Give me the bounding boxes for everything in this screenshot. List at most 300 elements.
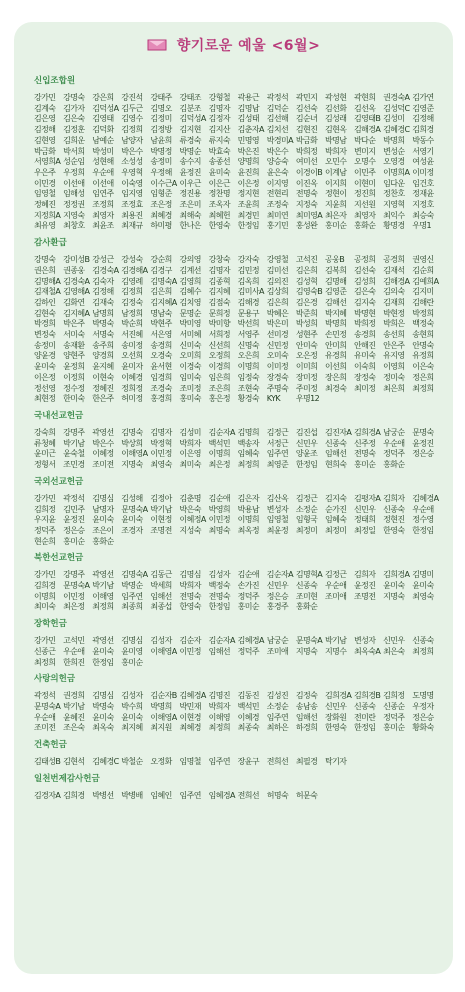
donor-name: 김혜경C	[92, 757, 119, 767]
donor-name: 장미정	[295, 372, 318, 382]
donor-name: 박희자	[208, 701, 230, 711]
donor-name: 최미영A	[295, 210, 323, 220]
donor-name: 신종숙	[383, 504, 405, 514]
donor-name: 김의진	[266, 276, 289, 286]
name-list	[34, 757, 442, 768]
donor-name: 박명정	[150, 146, 172, 156]
donor-name: 탁기자	[324, 757, 347, 767]
donor-name: 강명주	[63, 427, 85, 437]
donor-name: 이명희	[237, 515, 260, 525]
donor-name: 박수희	[121, 701, 143, 711]
donor-name: 김혜수	[179, 287, 201, 297]
donor-name: 김영숙B	[295, 287, 323, 297]
donor-name: 김덕순	[266, 103, 289, 113]
donor-name: 고석진	[295, 255, 318, 265]
donor-name: 이정희	[63, 372, 85, 382]
donor-name: 조정희	[92, 200, 114, 210]
donor-name: 우순애	[383, 438, 405, 448]
donor-name: 윤숙철	[63, 449, 85, 459]
donor-name: 전명숙	[179, 591, 201, 601]
donor-name: 김정방	[150, 125, 172, 135]
donor-name: 한정임	[92, 657, 114, 667]
donor-name: 양명희	[237, 157, 260, 167]
donor-name: 임주연	[179, 790, 201, 800]
donor-name: 최은희	[383, 383, 405, 393]
donor-name: 남궁순	[383, 427, 405, 437]
donor-name: 안명숙	[412, 340, 434, 350]
donor-name: 전명숙	[354, 449, 376, 459]
donor-name: 박은진	[237, 146, 260, 156]
donor-name: 송정미	[150, 157, 172, 167]
donor-name: 홍미순	[237, 602, 260, 612]
donor-name: 박명숙	[92, 701, 114, 711]
donor-name: 서은영	[150, 330, 172, 340]
donor-name: 박동수	[412, 135, 434, 145]
donor-name: 오은희	[237, 351, 260, 361]
donor-name: 권영신	[412, 255, 434, 265]
donor-name: 송선희	[383, 330, 405, 340]
donor-name: 정진용	[179, 189, 201, 199]
donor-name: 임연주	[92, 189, 114, 199]
donor-name: 최윤조	[92, 221, 114, 231]
donor-name: 양윤조	[295, 449, 318, 459]
donor-name: 김성자	[208, 570, 230, 580]
donor-name: 김지미	[412, 287, 434, 297]
donor-name: 김의숙	[383, 287, 405, 297]
donor-name: 정덕주	[237, 646, 260, 656]
donor-name: 현순희	[34, 536, 56, 546]
donor-name: 김지현	[179, 125, 201, 135]
donor-name: 양경희	[92, 351, 114, 361]
donor-name: 홍미순	[354, 460, 376, 470]
donor-name: 문명숙A	[295, 636, 323, 646]
donor-name: 오미숙	[266, 351, 289, 361]
donor-name: 윤미숙	[34, 362, 56, 372]
donor-name: 강명주	[63, 570, 85, 580]
donor-name: 이혜경	[237, 712, 260, 722]
donor-name: 임해성	[63, 189, 85, 199]
donor-name: 최정희	[208, 723, 230, 733]
donor-name: 변성순	[383, 146, 405, 156]
donor-name: 홍경희	[150, 394, 172, 404]
donor-name: 최혜경	[179, 723, 201, 733]
donor-name: 김명희	[237, 427, 260, 437]
donor-name: 박경미A	[266, 135, 294, 145]
offering-section	[34, 475, 442, 548]
donor-name: 오정희	[208, 351, 230, 361]
donor-name: 임해선	[295, 712, 318, 722]
section-title: 사랑의헌금	[34, 674, 76, 685]
donor-name: 김선옥	[354, 103, 376, 113]
donor-name: 최해숙	[179, 210, 201, 220]
donor-name: 김희경A	[354, 427, 381, 437]
donor-name: 김산옥	[266, 493, 289, 503]
donor-name: 김희정	[383, 691, 405, 701]
donor-name: 오정화	[150, 757, 172, 767]
donor-name: 한영숙	[179, 602, 201, 612]
donor-name: 정지현	[237, 189, 260, 199]
donor-name: 김예희A	[412, 276, 439, 286]
donor-name: 강가민	[34, 493, 56, 503]
donor-name: 정진희	[354, 189, 376, 199]
donor-name: 김성덕C	[383, 103, 410, 113]
donor-name: 류지숙	[208, 135, 230, 145]
donor-name: 정덕주	[34, 525, 56, 535]
donor-name: 강명숙	[34, 255, 56, 265]
donor-name: 최종숙	[237, 723, 260, 733]
donor-name: 최은자	[324, 210, 347, 220]
donor-name: 윤미숙	[121, 515, 143, 525]
donor-name: 박희자	[324, 146, 347, 156]
donor-name: 지영숙	[63, 210, 85, 220]
donor-name: 윤정희	[63, 362, 85, 372]
offering-section	[34, 617, 442, 668]
donor-name: 강영철	[266, 255, 289, 265]
donor-name: 이경숙	[179, 362, 201, 372]
donor-name: 황명경	[383, 221, 405, 231]
donor-name: 조옥자	[208, 200, 230, 210]
donor-name: 김희경	[412, 125, 434, 135]
donor-name: 강형철	[208, 93, 230, 102]
donor-name: 윤혜진	[63, 712, 85, 722]
donor-name: 우순애	[63, 646, 85, 656]
donor-name: 박금화	[34, 146, 56, 156]
donor-name: 윤미근	[34, 449, 56, 459]
donor-name: 권은희	[34, 265, 56, 275]
donor-name: 최하은	[266, 723, 289, 733]
donor-name: 최영자	[354, 210, 376, 220]
donor-name: 최경민	[237, 210, 260, 220]
donor-name: 최미숙	[34, 602, 56, 612]
donor-name: 장경숙	[266, 372, 289, 382]
donor-name: 최지원	[150, 723, 172, 733]
donor-name: 신민우	[266, 581, 289, 591]
section-title: 국외선교헌금	[34, 476, 84, 487]
donor-name: 김영태B	[354, 114, 381, 124]
donor-name: 홍기민	[266, 221, 289, 231]
donor-name: 이경희	[208, 362, 230, 372]
donor-name: 현희숙	[324, 460, 347, 470]
donor-name: 서정근	[266, 438, 289, 448]
donor-name: 김은영	[34, 114, 56, 124]
donor-name: 송재환	[63, 340, 85, 350]
donor-name: 이민정	[63, 591, 85, 601]
donor-name: 김미선	[266, 265, 289, 275]
donor-name: 우순애	[34, 712, 56, 722]
donor-name: 윤지혜	[92, 362, 114, 372]
section-title: 신입조합원	[34, 76, 76, 86]
donor-name: 소정순	[295, 504, 318, 514]
donor-name: 김정희	[121, 125, 143, 135]
donor-name: 박정혁	[150, 438, 172, 448]
donor-name: 임건호	[412, 178, 434, 188]
donor-name: 홍화순	[383, 460, 405, 470]
donor-name: 김희자	[354, 570, 376, 580]
donor-name: 하미평	[150, 221, 172, 231]
donor-name: 이지희	[324, 178, 347, 188]
donor-name: 이미희	[295, 362, 318, 372]
donor-name: 김명해	[324, 276, 347, 286]
donor-name: 윤진희	[237, 167, 260, 177]
donor-name: 박준희	[295, 308, 318, 318]
donor-name: 김덕성A	[179, 114, 206, 124]
donor-name: 임해선	[208, 646, 230, 656]
donor-name: 윤정진	[63, 515, 85, 525]
donor-name: 고석민	[63, 636, 85, 646]
donor-name: 정은승	[412, 449, 434, 459]
donor-name: 박은수	[121, 146, 143, 156]
donor-name: 정찬명	[208, 189, 230, 199]
donor-name: 김성자	[121, 691, 143, 701]
donor-name: 여성윤	[412, 157, 434, 167]
donor-name: 홍성완	[295, 221, 318, 231]
donor-name: 김점숙	[208, 297, 230, 307]
donor-name: 손가진	[237, 581, 260, 591]
donor-name: 조은숙	[63, 723, 85, 733]
donor-name: 이민정	[150, 449, 172, 459]
donor-name: 송남송	[295, 701, 318, 711]
donor-name: 김명심	[92, 691, 114, 701]
donor-name: 김복희	[324, 265, 347, 275]
donor-name: 김순자A	[208, 636, 235, 646]
donor-name: 전미란	[354, 712, 376, 722]
donor-name: 김화연	[63, 297, 85, 307]
donor-name: 지명숙	[383, 591, 405, 601]
donor-name: 임해선	[150, 591, 172, 601]
donor-name: 윤미숙	[121, 712, 143, 722]
donor-name: 홍화순	[92, 536, 114, 546]
donor-name: 김명자	[208, 265, 230, 275]
donor-name: 최미숙	[179, 460, 201, 470]
donor-name: 윤미숙	[92, 646, 114, 656]
donor-name: 정찬호	[383, 189, 405, 199]
donor-name: 이숙영	[121, 178, 143, 188]
donor-name: 최승숙	[412, 210, 434, 220]
donor-name: 서영희A	[34, 157, 61, 167]
donor-name: 김순녀	[295, 114, 318, 124]
donor-name: 김순자	[179, 636, 201, 646]
page-title: 향기로운 예울 <6월>	[176, 38, 321, 54]
donor-name: 김은경	[295, 297, 318, 307]
donor-name: 최종섭	[150, 602, 172, 612]
donor-name: 권종웅	[63, 265, 85, 275]
donor-name: 서미혜	[179, 330, 201, 340]
donor-name: 신주정	[354, 438, 376, 448]
donor-name: 최창호	[63, 221, 85, 231]
donor-name: 김해경A	[354, 125, 381, 135]
donor-name: 최정미	[295, 525, 318, 535]
donor-name: 조윤희	[237, 200, 260, 210]
donor-name: 강미성B	[63, 255, 90, 265]
donor-name: 김정아	[150, 493, 172, 503]
donor-name: 김진섭	[295, 427, 318, 437]
donor-name: 김경숙A	[92, 265, 119, 275]
donor-name: 우명1	[412, 221, 431, 231]
donor-name: 공정희	[354, 255, 376, 265]
donor-name: 김종혁	[208, 276, 230, 286]
donor-name: 김영준	[412, 103, 434, 113]
donor-name: 임미숙	[179, 372, 201, 382]
donor-name: 오민수	[324, 157, 347, 167]
donor-name: 우영혁	[121, 167, 143, 177]
donor-name: 민명영	[237, 135, 260, 145]
donor-name: 여미선	[295, 157, 318, 167]
donor-name: 양윤경	[34, 351, 56, 361]
donor-name: 김정해	[92, 287, 114, 297]
donor-name: 이미정	[412, 167, 434, 177]
donor-name: 김성미	[383, 114, 405, 124]
donor-name: 박명희	[383, 135, 405, 145]
donor-name: 정덕주	[383, 449, 405, 459]
donor-name: 문용구	[237, 308, 260, 318]
donor-name: 지명숙	[121, 460, 143, 470]
donor-name: 김순희	[412, 265, 434, 275]
donor-name: 변성자	[354, 636, 376, 646]
donor-name: 김현옥	[324, 125, 347, 135]
donor-name: 김은희	[266, 297, 289, 307]
donor-name: 임경희	[150, 372, 172, 382]
donor-name: 성현주	[295, 330, 318, 340]
donor-name: 강가민	[34, 570, 56, 580]
donor-name: 이진옥	[295, 178, 318, 188]
donor-name: 임해선	[324, 449, 347, 459]
donor-name: 이선애	[63, 178, 85, 188]
donor-name: 박용남	[237, 504, 260, 514]
donor-name: 우정해	[150, 167, 172, 177]
donor-name: 곽영선	[92, 636, 114, 646]
donor-name: 백송자	[237, 438, 260, 448]
donor-name: 김희경B	[354, 691, 381, 701]
donor-name: 김영태	[92, 114, 114, 124]
donor-name: 임주연	[266, 449, 289, 459]
donor-name: 김은희	[295, 265, 318, 275]
donor-name: 김정근	[295, 493, 318, 503]
donor-name: 김재희	[383, 297, 405, 307]
donor-name: 김희경A	[324, 691, 352, 701]
donor-name: 정정권	[63, 200, 85, 210]
donor-name: 우명12	[295, 394, 320, 404]
donor-name: 문명숙	[412, 427, 434, 437]
donor-name: 강가민	[34, 636, 56, 646]
donor-name: 우정자	[412, 701, 434, 711]
donor-name: 임영철	[34, 189, 56, 199]
donor-name: 최지혜	[121, 723, 143, 733]
donor-name: 김지혜	[208, 287, 230, 297]
donor-name: 홍미순	[324, 221, 347, 231]
donor-name: 김경숙A	[63, 276, 90, 286]
donor-name: 정덕주	[383, 712, 405, 722]
donor-name: 이명희	[34, 591, 56, 601]
donor-name: 남명자	[92, 504, 114, 514]
donor-name: 박철순	[121, 757, 143, 767]
donor-name: 우순애	[92, 167, 114, 177]
donor-name: 박명희	[324, 319, 347, 329]
donor-name: 이해영A	[150, 646, 177, 656]
donor-name: 임은희	[208, 372, 230, 382]
donor-name: 박선희	[237, 319, 260, 329]
donor-name: 오경숙	[150, 351, 172, 361]
donor-name: 곽성현	[324, 93, 347, 102]
donor-name: 한영숙	[324, 723, 347, 733]
donor-name: 최필경	[295, 757, 318, 767]
donor-name: 정형서	[34, 460, 56, 470]
donor-name: 김영수	[121, 114, 143, 124]
donor-name: 김지혜A	[150, 297, 177, 307]
donor-name: 조미정	[179, 383, 201, 393]
donor-name: 이영희	[383, 362, 405, 372]
donor-name: 송수지	[179, 157, 201, 167]
donor-name: 전희선	[237, 790, 260, 800]
donor-name: 김희경A	[383, 570, 410, 580]
donor-name: 김민주	[63, 504, 85, 514]
donor-name: 홍화순	[354, 221, 376, 231]
donor-name: 김재석	[383, 265, 405, 275]
donor-name: 신종근	[34, 646, 56, 656]
donor-name: 오영경	[383, 157, 405, 167]
donor-name: 박명희	[150, 701, 172, 711]
donor-name: 임주연	[121, 591, 143, 601]
donor-name: 송주희	[92, 340, 114, 350]
donor-name: 김정근	[266, 427, 289, 437]
donor-name: 이해영A	[150, 712, 177, 722]
donor-name: 박기남	[63, 701, 85, 711]
donor-name: 백석민	[208, 438, 230, 448]
donor-name: 이민정	[208, 515, 230, 525]
donor-name: 최정일	[354, 525, 376, 535]
donor-name: 김성태	[237, 114, 260, 124]
name-list	[34, 791, 442, 802]
donor-name: 유미숙	[354, 351, 376, 361]
donor-name: 한정임	[237, 221, 260, 231]
donor-name: 최은숙	[383, 646, 405, 656]
donor-name: 홍경주	[266, 602, 289, 612]
donor-name: 한영숙	[208, 221, 230, 231]
donor-name: 임혜숙	[237, 449, 260, 459]
donor-name: 김두근	[121, 103, 143, 113]
donor-name: 김선해	[266, 114, 289, 124]
donor-name: 임정숙	[237, 372, 260, 382]
donor-name: 조은정	[150, 200, 172, 210]
donor-name: 이은영	[179, 449, 201, 459]
donor-name: 강태조	[179, 93, 201, 102]
donor-name: 최용진	[121, 210, 143, 220]
donor-name: 김성자	[150, 636, 172, 646]
donor-name: 류경숙	[179, 135, 201, 145]
donor-name: 권경희	[63, 691, 85, 701]
donor-name: 조명전	[354, 591, 376, 601]
donor-name: 김경자A	[34, 790, 61, 800]
donor-name: 박희정	[295, 146, 318, 156]
section-title: 일천번제감사헌금	[34, 773, 100, 784]
donor-name: 김순애	[208, 493, 230, 503]
name-list	[34, 691, 442, 734]
donor-name: 홍미순	[121, 657, 143, 667]
donor-name: 문명숙A	[34, 701, 61, 711]
donor-name: 지성숙	[179, 525, 201, 535]
donor-name: 우순애	[412, 504, 434, 514]
donor-name: 박성희	[295, 319, 318, 329]
donor-name: 최익수	[383, 210, 405, 220]
donor-name: 김명심	[92, 493, 114, 503]
section-title: 국내선교헌금	[34, 410, 84, 421]
donor-name: 박현정	[383, 308, 405, 318]
donor-name: 지정희A	[34, 210, 61, 220]
donor-name: 박영희	[208, 504, 230, 514]
section-title: 북한선교헌금	[34, 553, 84, 564]
donor-name: 허문숙	[295, 790, 318, 800]
donor-name: 윤서현	[150, 362, 172, 372]
donor-name: 김성해	[121, 493, 143, 503]
